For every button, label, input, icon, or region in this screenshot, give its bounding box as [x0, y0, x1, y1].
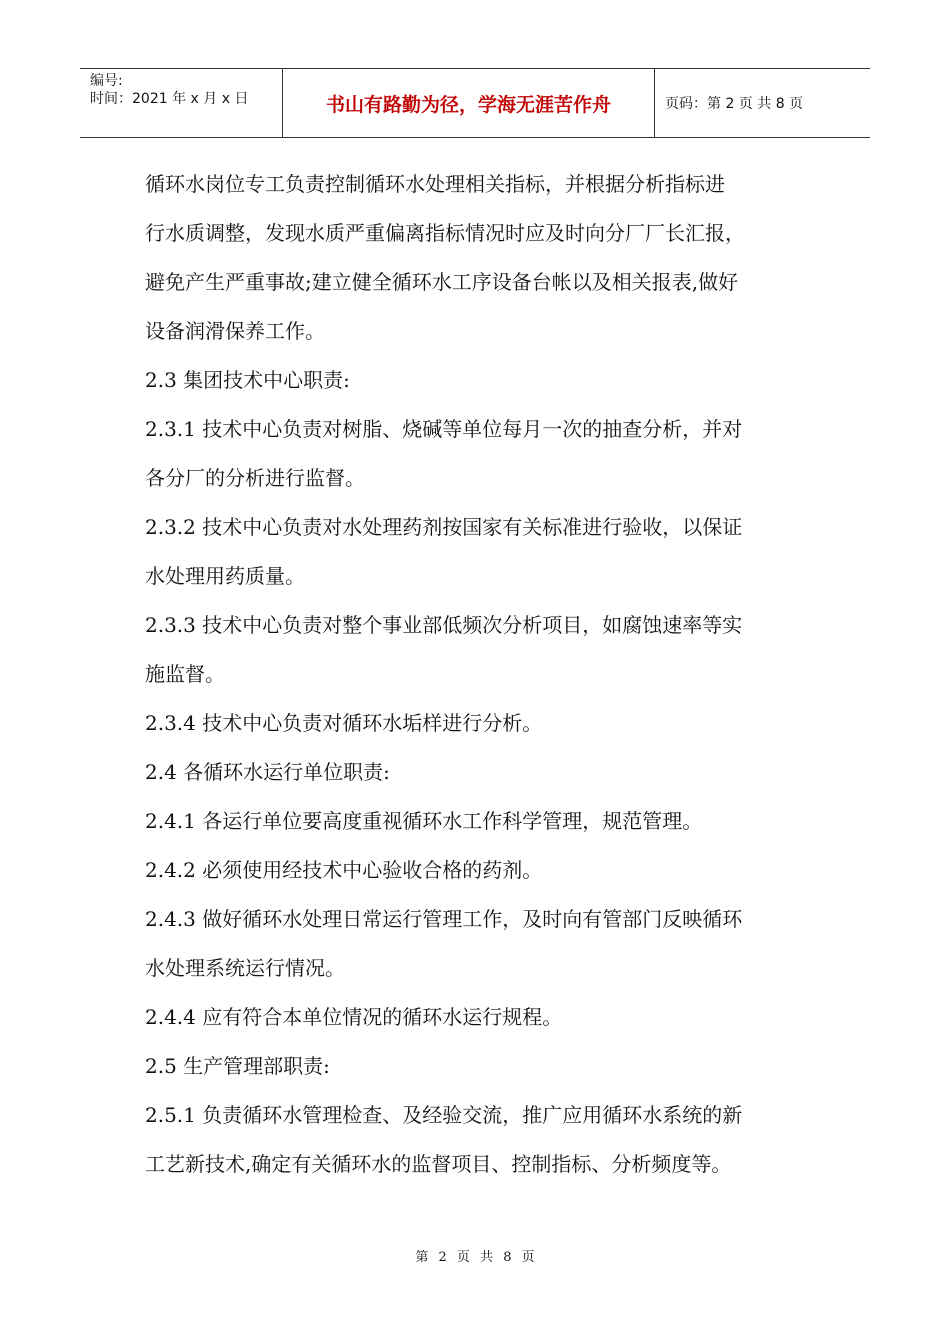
body-line: 避免产生严重事故;建立健全循环水工序设备台帐以及相关报表,做好	[145, 270, 739, 294]
body-line: 水处理系统运行情况。	[145, 956, 345, 980]
body-line: 2.4.2 必须使用经技术中心验收合格的药剂。	[145, 858, 543, 882]
page-footer: 第 2 页 共 8 页	[415, 1250, 535, 1265]
body-line: 2.4.3 做好循环水处理日常运行管理工作，及时向有管部门反映循环	[145, 907, 743, 931]
document-body	[145, 160, 807, 1189]
document-date: 时间：2021 年 x 月 x 日	[90, 91, 249, 107]
body-line: 行水质调整，发现水质严重偏离指标情况时应及时向分厂厂长汇报，	[145, 221, 745, 245]
header-meta	[80, 69, 283, 137]
body-line: 各分厂的分析进行监督。	[145, 466, 365, 490]
header-motto: 书山有路勤为径，学海无涯苦作舟	[283, 69, 655, 137]
header-page-info: 页码：第 2 页 共 8 页	[665, 96, 804, 112]
body-line: 工艺新技术,确定有关循环水的监督项目、控制指标、分析频度等。	[145, 1152, 732, 1176]
body-line: 2.3.2 技术中心负责对水处理药剂按国家有关标准进行验收，以保证	[145, 515, 743, 539]
body-line: 2.4.4 应有符合本单位情况的循环水运行规程。	[145, 1005, 563, 1029]
section-heading-2-4: 2.4 各循环水运行单位职责:	[145, 760, 390, 784]
body-line: 2.3.4 技术中心负责对循环水垢样进行分析。	[145, 711, 543, 735]
body-line: 2.3.3 技术中心负责对整个事业部低频次分析项目，如腐蚀速率等实	[145, 613, 743, 637]
section-heading-2-5: 2.5 生产管理部职责:	[145, 1054, 330, 1078]
document-number-label: 编号:	[90, 73, 123, 89]
body-line: 设备润滑保养工作。	[145, 319, 325, 343]
body-line: 水处理用药质量。	[145, 564, 305, 588]
page-header	[80, 68, 870, 138]
body-line: 施监督。	[145, 662, 225, 686]
body-line: 2.3.1 技术中心负责对树脂、烧碱等单位每月一次的抽查分析，并对	[145, 417, 743, 441]
body-line: 2.5.1 负责循环水管理检查、及经验交流，推广应用循环水系统的新	[145, 1103, 743, 1127]
section-heading-2-3: 2.3 集团技术中心职责:	[145, 368, 350, 392]
body-line: 2.4.1 各运行单位要高度重视循环水工作科学管理，规范管理。	[145, 809, 703, 833]
body-line: 循环水岗位专工负责控制循环水处理相关指标，并根据分析指标进	[145, 172, 725, 196]
